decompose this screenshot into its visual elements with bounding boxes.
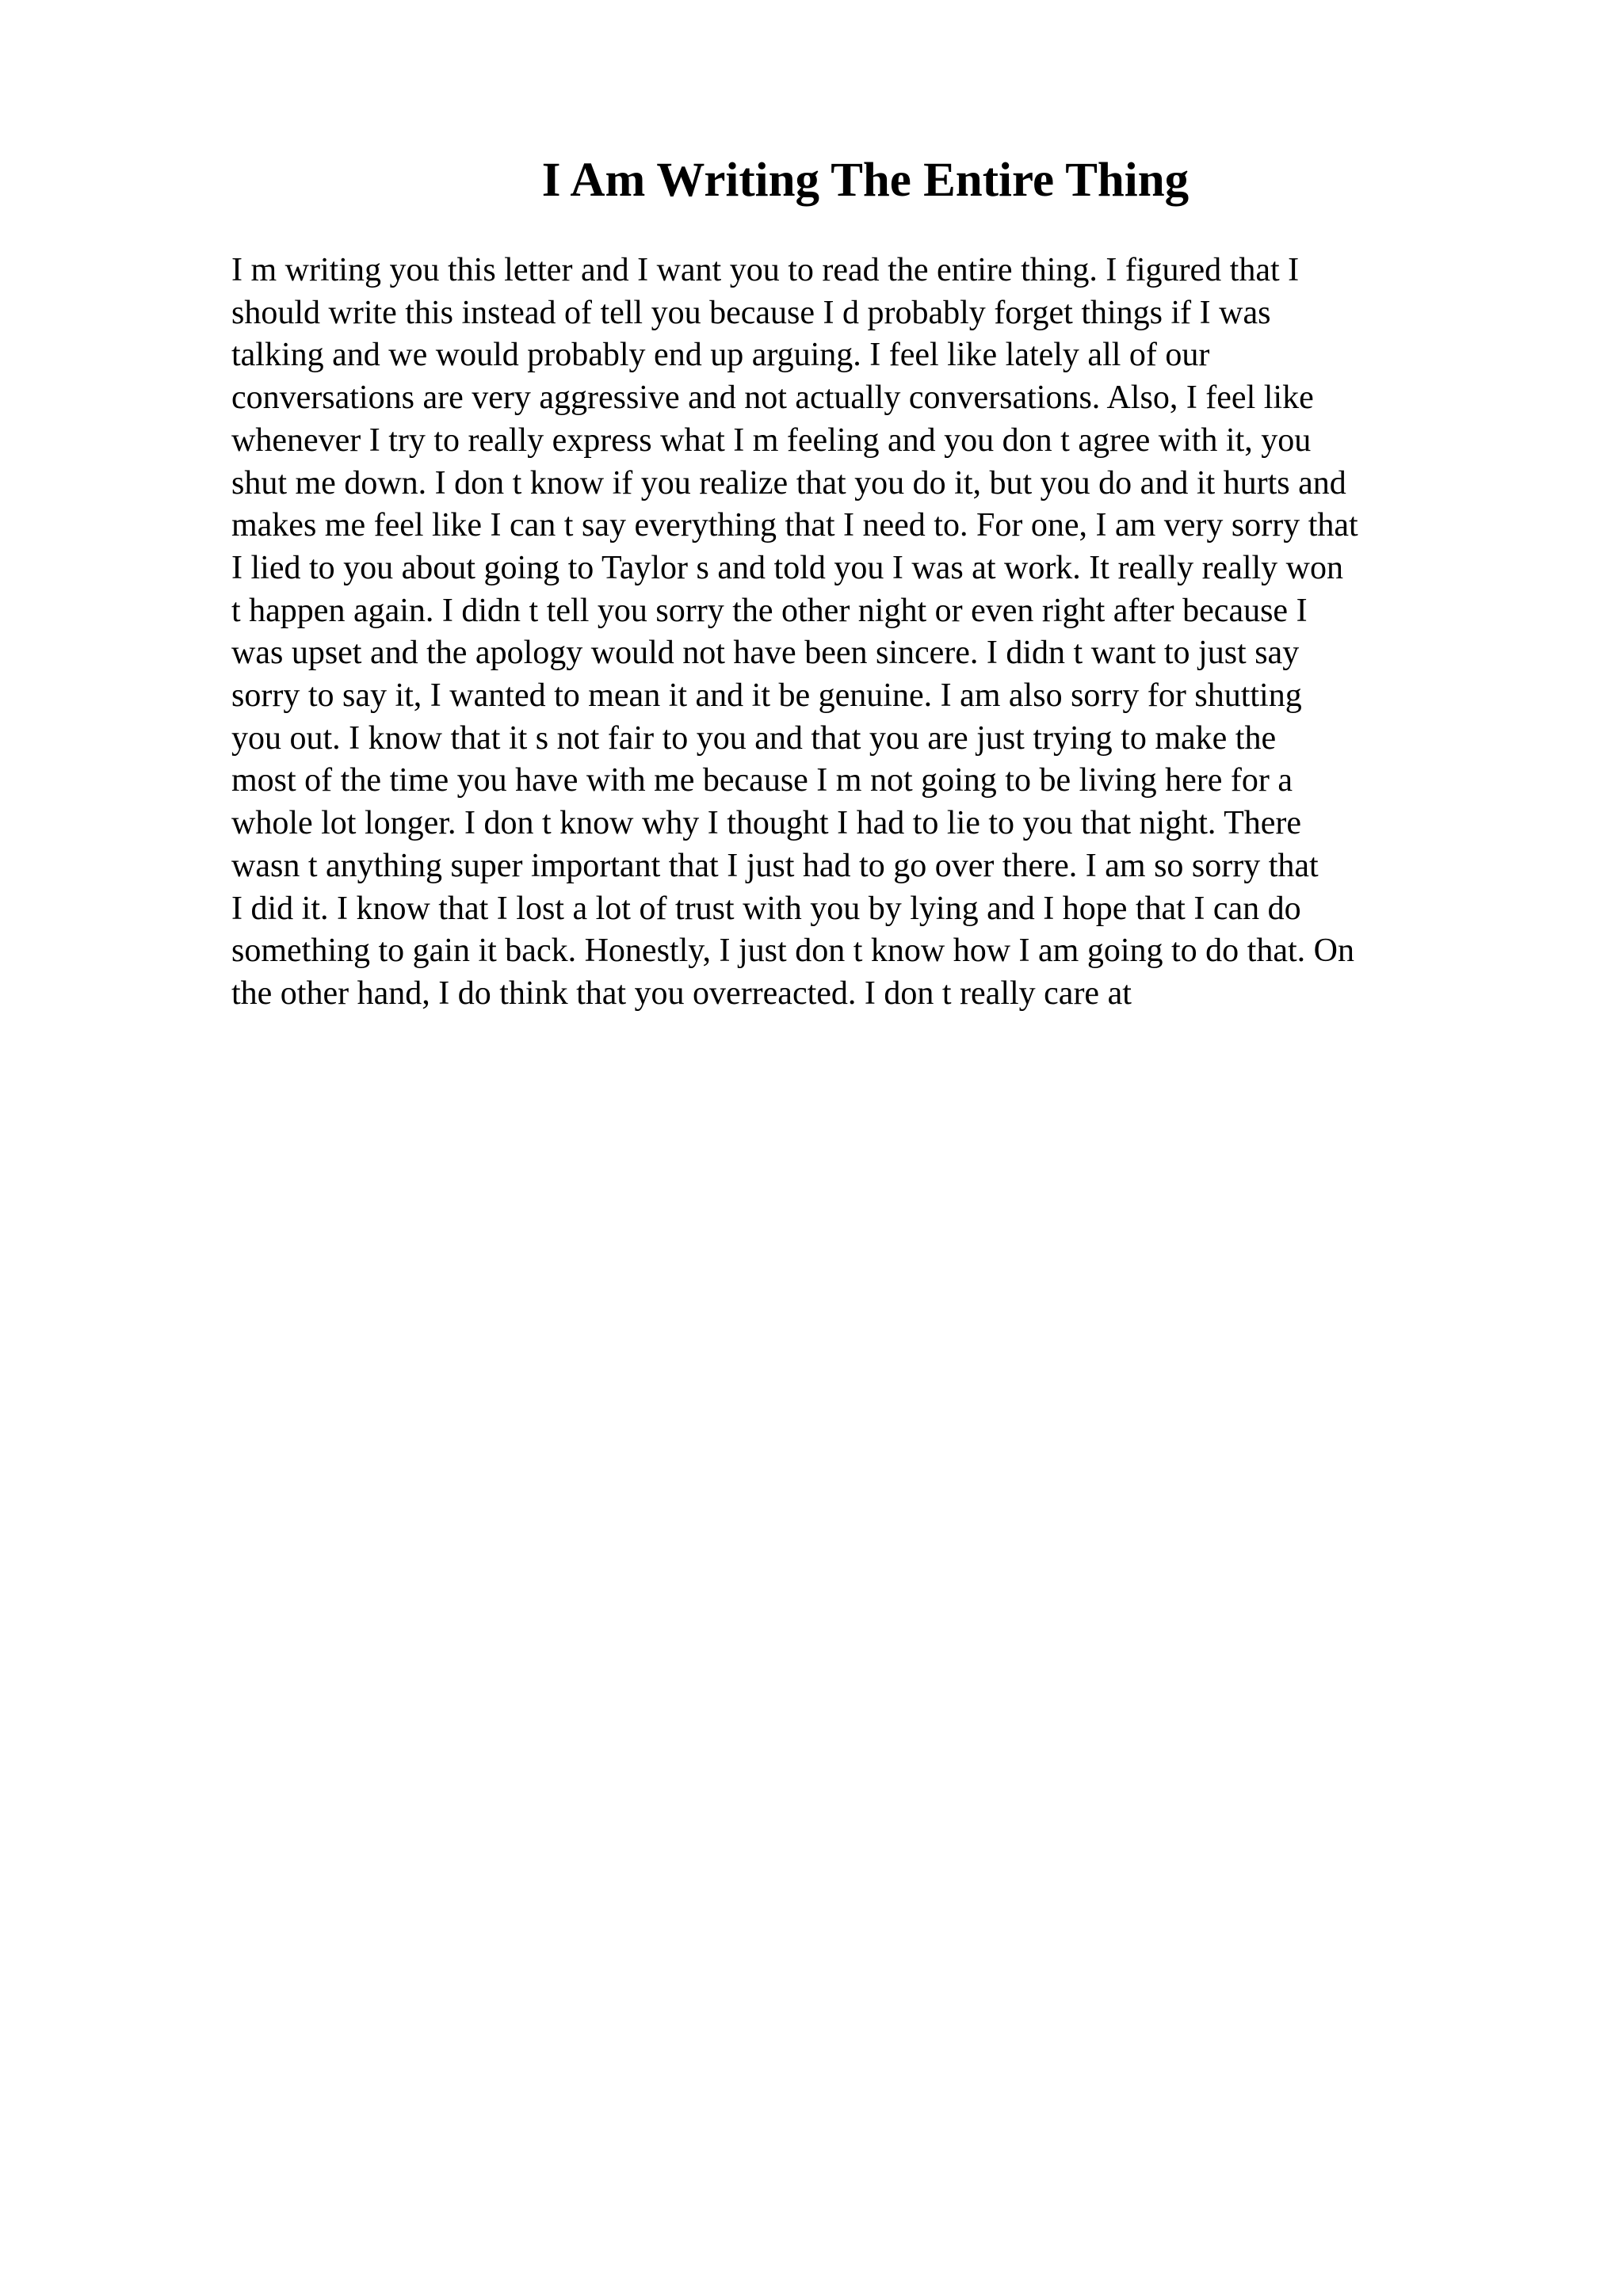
- body-line: makes me feel like I can t say everything that I need to. For one, I am very sorry that: [231, 507, 1358, 544]
- body-line: you out. I know that it s not fair to you and that you are just trying to make the: [231, 719, 1277, 757]
- body-line: t happen again. I didn t tell you sorry the other night or even right after because I: [231, 592, 1308, 629]
- body-line: conversations are very aggressive and not actually conversations. Also, I feel like: [231, 379, 1314, 417]
- body-line: was upset and the apology would not have been sincere. I didn t want to just say: [231, 635, 1300, 672]
- body-line: something to gain it back. Honestly, I just don t know how I am going to do that. On: [231, 933, 1354, 970]
- body-line: wasn t anything super important that I just had to go over there. I am so sorry that: [231, 847, 1319, 884]
- body-line: talking and we would probably end up arguing. I feel like lately all of our: [231, 337, 1210, 374]
- body-line: whenever I try to really express what I m feeling and you don t agree with it, you: [231, 421, 1312, 459]
- body-line: shut me down. I don t know if you realize that you do it, but you do and it hurts and: [231, 464, 1346, 502]
- document-body: [231, 250, 1499, 1016]
- body-line: I m writing you this letter and I want you to read the entire thing. I figured that I: [231, 252, 1300, 288]
- body-line: sorry to say it, I wanted to mean it and it be genuine. I am also sorry for shutting: [231, 677, 1302, 715]
- body-line: should write this instead of tell you because I d probably forget things if I was: [231, 294, 1271, 331]
- body-line: whole lot longer. I don t know why I thought I had to lie to you that night. There: [231, 805, 1302, 842]
- body-line: most of the time you have with me because I m not going to be living here for a: [231, 762, 1293, 799]
- body-line: I did it. I know that I lost a lot of trust with you by lying and I hope that I can do: [231, 890, 1301, 927]
- body-line: the other hand, I do think that you overreacted. I don t really care at: [231, 974, 1132, 1012]
- body-line: I lied to you about going to Taylor s and told you I was at work. It really really won: [231, 549, 1344, 586]
- document-title: I Am Writing The Entire Thing: [541, 154, 1190, 207]
